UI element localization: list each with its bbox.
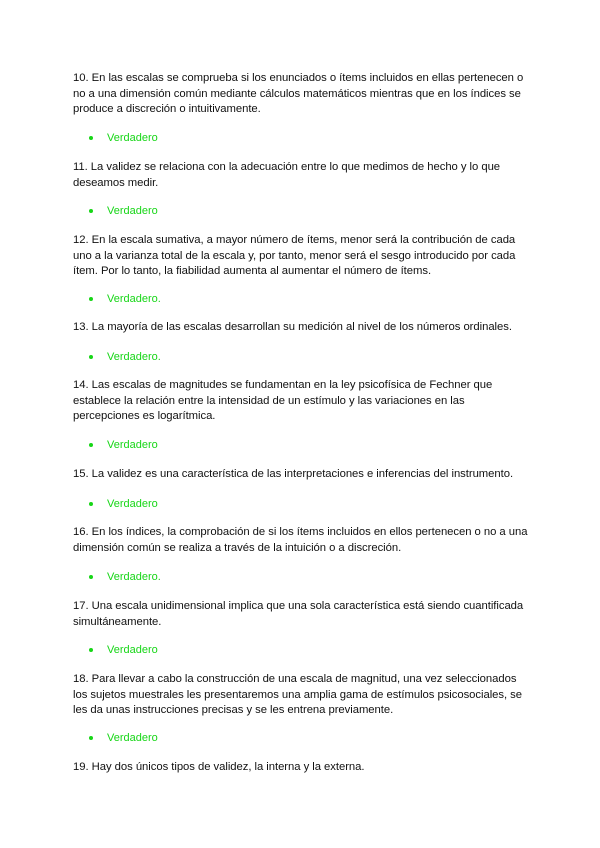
answer-17 [89, 643, 158, 657]
bullet-icon [89, 502, 93, 506]
question-18: 18. Para llevar a cabo la construcción de una escala de magnitud, una vez seleccionados los sujetos muestrales les presentaremos una amplia gama de estímulos psicosociales, se les da unas instrucciones precisas y se les entrena previamente. [73, 673, 522, 717]
question-17: 17. Una escala unidimensional implica que una sola característica está siendo cuantificada simultáneamente. [73, 600, 524, 628]
answer-text: Verdadero [107, 732, 158, 744]
bullet-icon [89, 575, 93, 579]
question-13: 13. La mayoría de las escalas desarrollan su medición al nivel de los números ordinales. [73, 321, 512, 333]
bullet-icon [89, 297, 93, 301]
bullet-icon [89, 136, 93, 140]
answer-text: Verdadero [107, 132, 158, 144]
bullet-icon [89, 648, 93, 652]
question-15: 15. La validez es una característica de las interpretaciones e inferencias del instrumento. [73, 468, 514, 480]
question-12: 12. En la escala sumativa, a mayor número de ítems, menor será la contribución de cada uno a la varianza total de la escala y, por tanto, menor será el sesgo introducido por cada ítem. Por lo tanto, la fiabilidad aumenta al aumentar el número de ítems. [73, 234, 516, 278]
answer-text: Verdadero [107, 644, 158, 656]
bullet-icon [89, 443, 93, 447]
answer-text: Verdadero. [107, 351, 161, 363]
question-16: 16. En los índices, la comprobación de si los ítems incluidos en ellos pertenecen o no a una dimensión común se realiza a través de la intuición o a discreción. [73, 526, 528, 554]
bullet-icon [89, 355, 93, 359]
answer-text: Verdadero [107, 205, 158, 217]
answer-10 [89, 131, 158, 145]
answer-12 [89, 292, 161, 306]
answer-text: Verdadero. [107, 293, 161, 305]
answer-13 [89, 350, 161, 364]
answer-18 [89, 731, 158, 745]
answer-16 [89, 570, 161, 584]
question-14: 14. Las escalas de magnitudes se fundamentan en la ley psicofísica de Fechner que establece la relación entre la intensidad de un estímulo y las variaciones en las percepciones es logarítmica. [73, 379, 493, 423]
question-11: 11. La validez se relaciona con la adecuación entre lo que medimos de hecho y lo que deseamos medir. [73, 161, 501, 189]
bullet-icon [89, 736, 93, 740]
answer-14 [89, 438, 158, 452]
question-19: 19. Hay dos únicos tipos de validez, la interna y la externa. [73, 761, 365, 773]
answer-15 [89, 497, 158, 511]
answer-11 [89, 204, 158, 218]
answer-text: Verdadero [107, 439, 158, 451]
question-10: 10. En las escalas se comprueba si los enunciados o ítems incluidos en ellas pertenecen o no a una dimensión común mediante cálculos matemáticos mientras que en los índices se produce a discreción o intuitivamente. [73, 72, 524, 116]
answer-text: Verdadero [107, 498, 158, 510]
answer-text: Verdadero. [107, 571, 161, 583]
bullet-icon [89, 209, 93, 213]
